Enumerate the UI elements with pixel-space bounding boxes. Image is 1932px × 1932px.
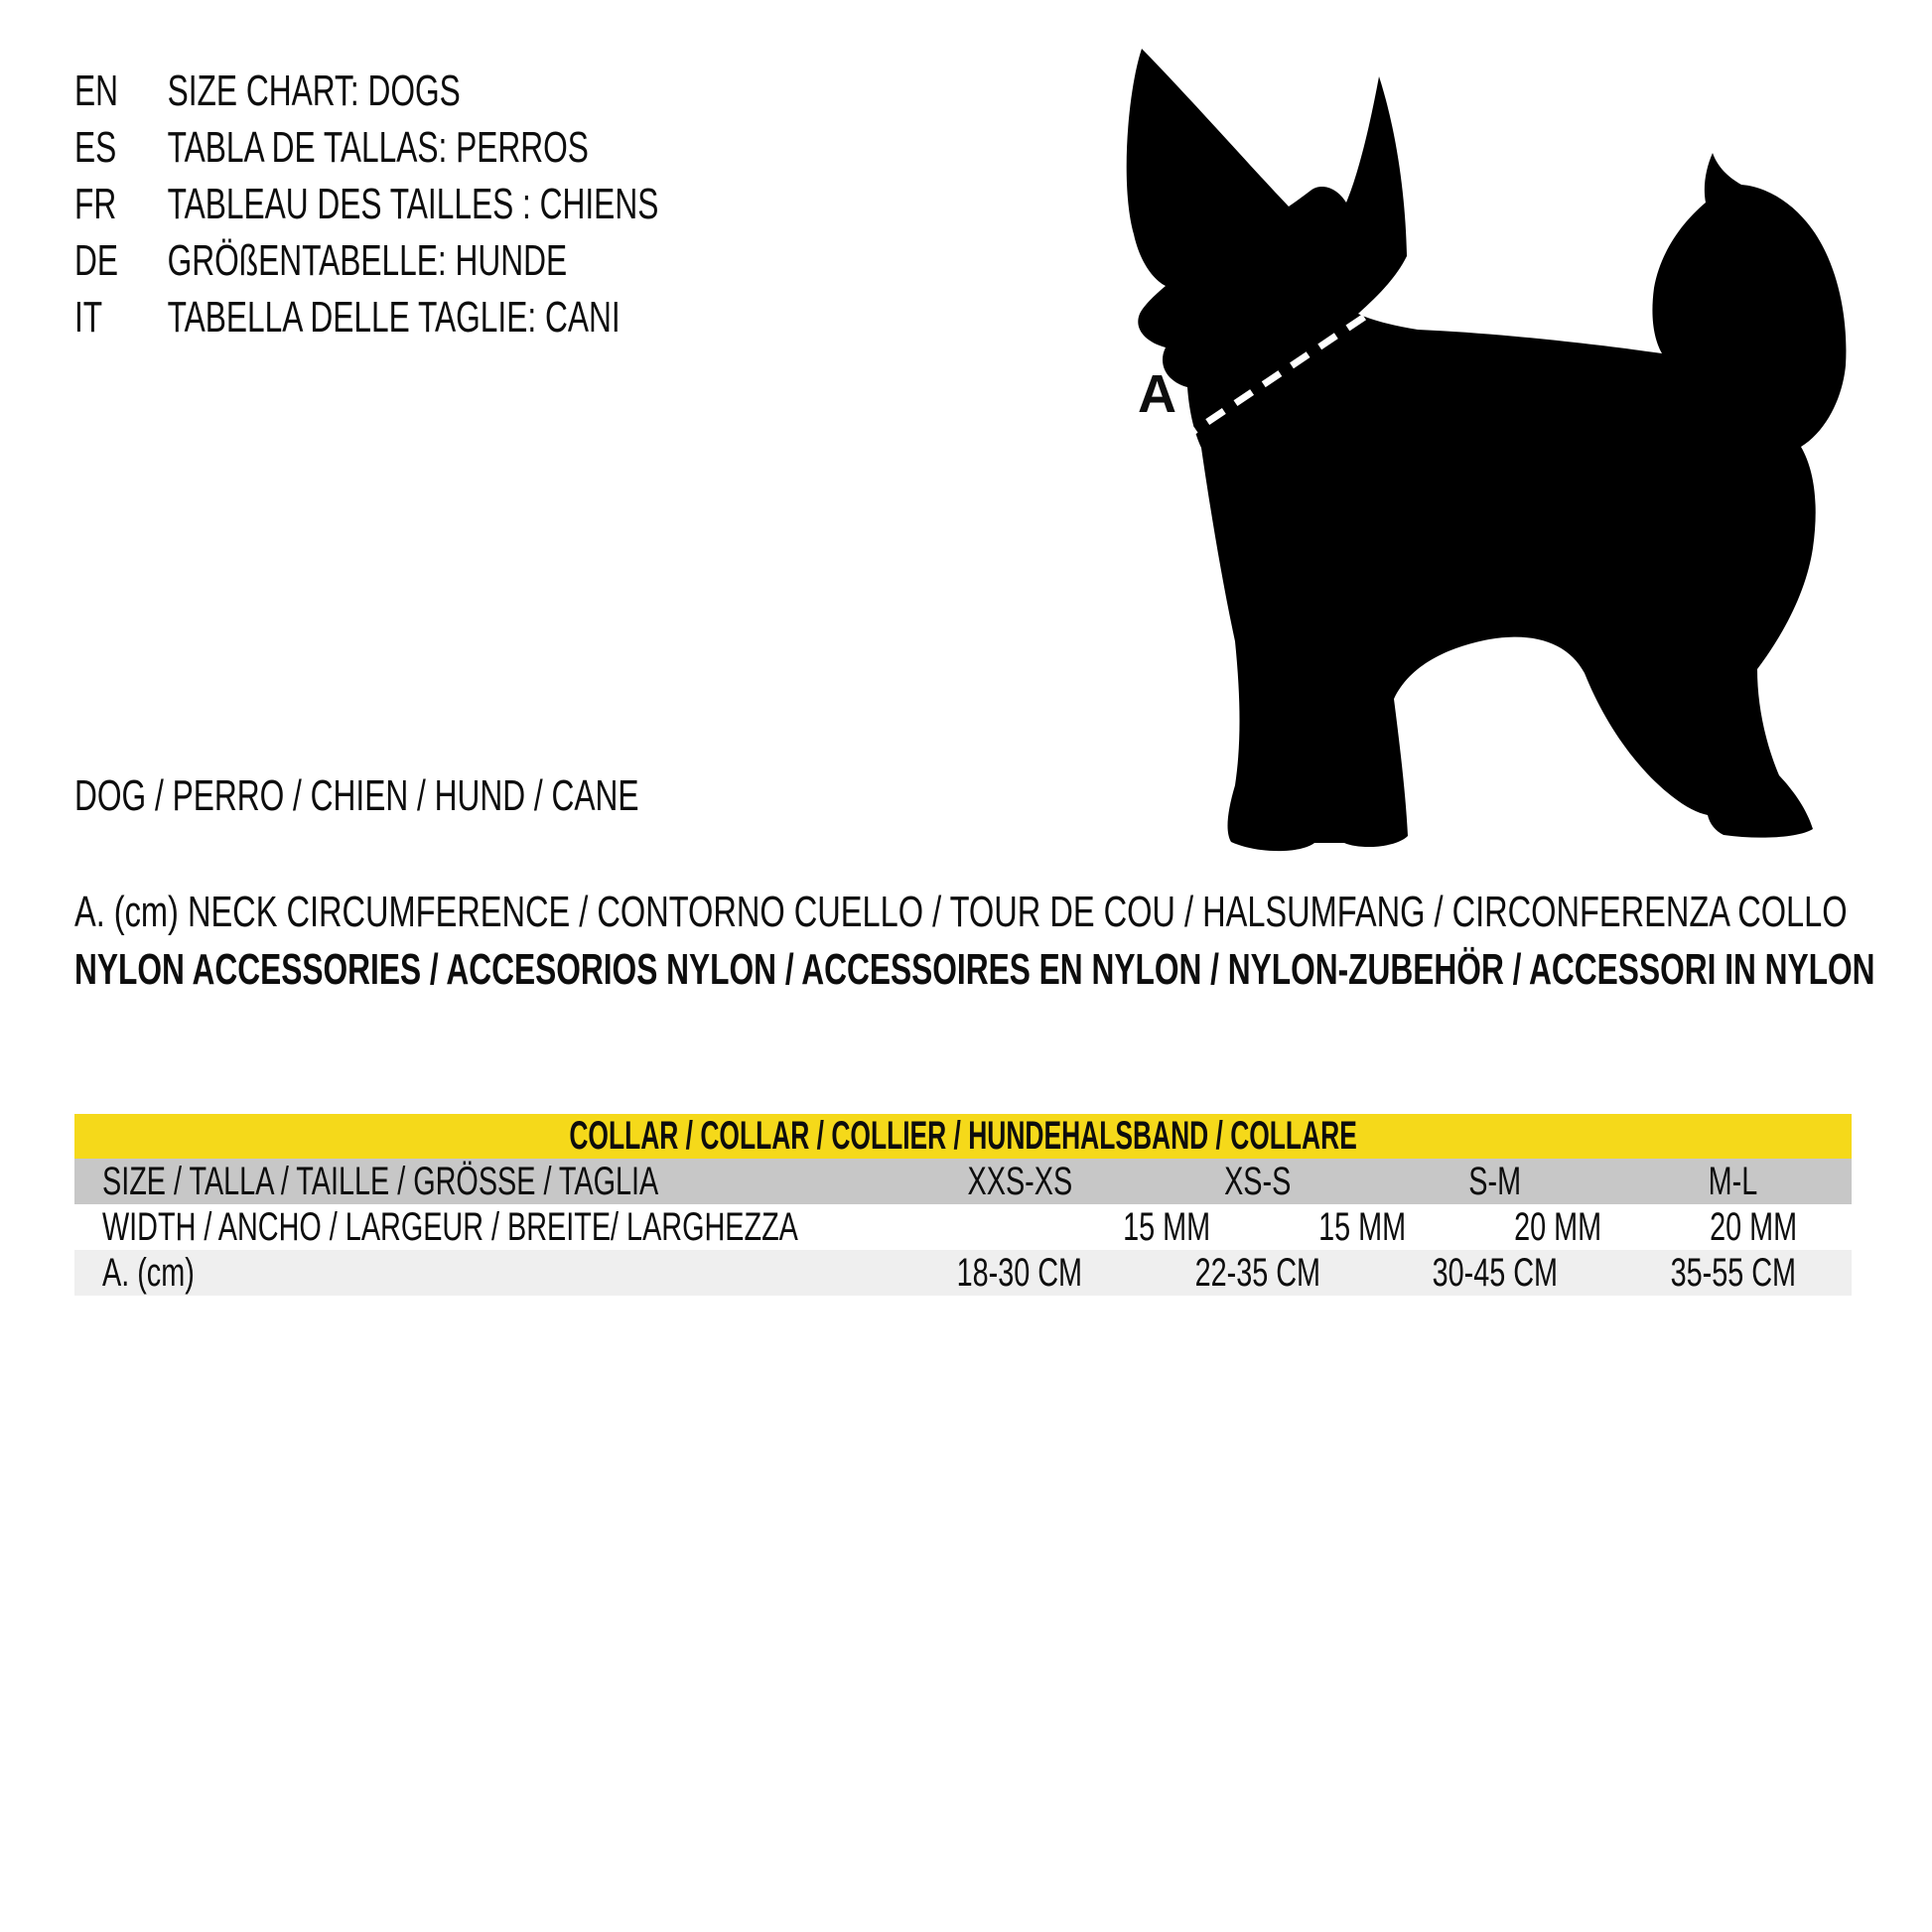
size-value-m-l [1614,1160,1852,1204]
cell-text: 15 MM [1318,1204,1407,1249]
nylon-accessories-note [74,946,1932,994]
neck-circumference-note-text: A. (cm) NECK CIRCUMFERENCE / CONTORNO CUELLO / TOUR DE COU / HALSUMFANG / CIRCONFERENZA COLLO [74,888,1848,936]
dog-silhouette-svg [1110,36,1864,875]
row-label [74,1251,900,1296]
table-header-text: COLLAR / COLLAR / COLLIER / HUNDEHALSBAND / COLLARE [569,1114,1357,1158]
measure-a-label: A [1138,364,1176,424]
title-text: TABLA DE TALLAS: PERROS [167,123,589,172]
title-text: TABELLA DELLE TAGLIE: CANI [167,293,621,342]
dog-caption-text: DOG / PERRO / CHIEN / HUND / CANE [74,771,639,820]
cell-text: 20 MM [1514,1204,1602,1249]
table-row-width [74,1204,1852,1250]
language-code: IT [74,293,103,342]
language-title-list [74,63,886,345]
title-row-fr [74,176,658,232]
width-value-3 [1460,1205,1656,1250]
cell-text: XS-S [1223,1159,1292,1203]
row-label [74,1205,1068,1250]
cell-text: 30-45 CM [1432,1250,1559,1295]
neck-value-4 [1614,1251,1852,1296]
title-text: TABLEAU DES TAILLES : CHIENS [167,180,659,228]
title-row-de [74,232,658,289]
row-label-text: SIZE / TALLA / TAILLE / GRÖSSE / TAGLIA [102,1159,659,1203]
title-row-en [74,63,658,119]
neck-value-3 [1376,1251,1613,1296]
collar-size-table [74,1114,1852,1296]
title-row-es [74,119,658,176]
dog-silhouette-icon [1110,36,1864,875]
row-label [74,1160,900,1204]
cell-text: 20 MM [1710,1204,1798,1249]
language-code: ES [74,123,117,172]
nylon-accessories-note-text: NYLON ACCESSORIES / ACCESORIOS NYLON / ACCESSOIRES EN NYLON / NYLON-ZUBEHÖR / ACCESSORI IN NYLON [74,945,1875,994]
language-code: EN [74,67,119,115]
width-value-1 [1068,1205,1264,1250]
title-text: SIZE CHART: DOGS [167,67,461,115]
cell-text: M-L [1708,1159,1758,1203]
table-header-row [74,1114,1852,1159]
size-value-xs-s [1139,1160,1376,1204]
neck-value-2 [1139,1251,1376,1296]
width-value-4 [1656,1205,1852,1250]
language-code: DE [74,236,119,285]
neck-circumference-note [74,889,1932,936]
row-label-text: A. (cm) [102,1250,195,1295]
cell-text: 18-30 CM [956,1250,1083,1295]
cell-text: 15 MM [1123,1204,1211,1249]
row-label-text: WIDTH / ANCHO / LARGEUR / BREITE/ LARGHEZZA [102,1204,798,1249]
table-row-neck [74,1250,1852,1296]
table-row-size [74,1159,1852,1204]
size-value-s-m [1376,1160,1613,1204]
dog-caption [74,772,859,820]
cell-text: 22-35 CM [1194,1250,1320,1295]
title-row-it [74,289,658,345]
cell-text: S-M [1468,1159,1522,1203]
cell-text: XXS-XS [967,1159,1072,1203]
language-code: FR [74,180,117,228]
cell-text: 35-55 CM [1670,1250,1796,1295]
dog-body-path [1127,49,1847,851]
title-text: GRÖßENTABELLE: HUNDE [167,236,568,285]
width-value-2 [1265,1205,1460,1250]
size-value-xxs-xs [900,1160,1138,1204]
neck-value-1 [900,1251,1138,1296]
